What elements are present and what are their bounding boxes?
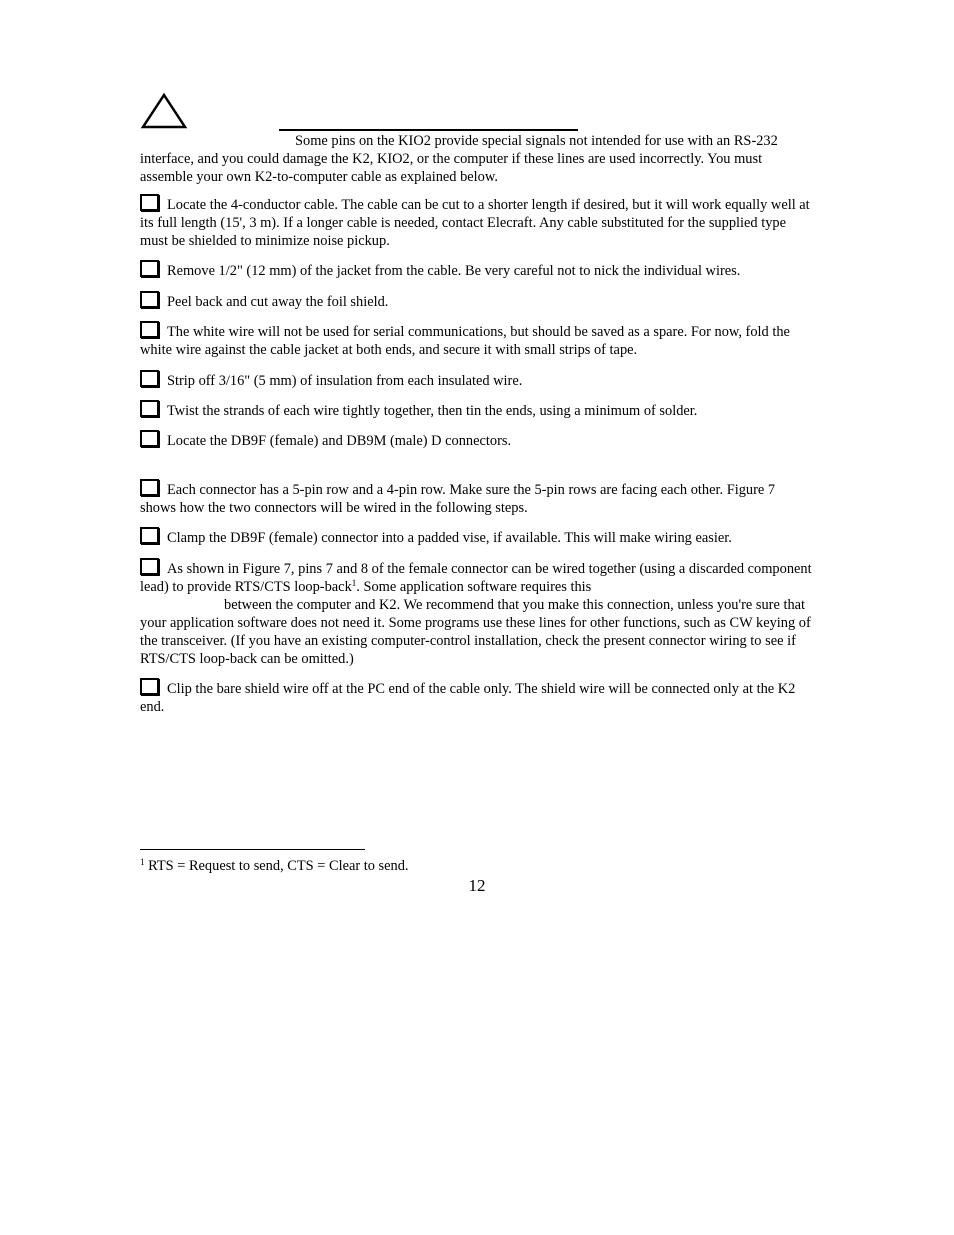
- intro-paragraph: Some pins on the KIO2 provide special signals not intended for use with an RS-232 interface, and you could damage the K2, KIO2, or the computer if these lines are used incorrectly. You must assemble your own K2-to-computer cable as explained below.: [140, 133, 778, 185]
- step-text: Locate the DB9F (female) and DB9M (male) D connectors.: [167, 433, 512, 449]
- step-text: Clip the bare shield wire off at the PC end of the cable only. The shield wire will be connected only at the K2 end.: [140, 681, 796, 715]
- step-text: As shown in Figure 7, pins 7 and 8 of the female connector can be wired together (using a discarded component lead) to provide RTS/CTS loop-back: [140, 561, 812, 595]
- checkbox[interactable]: [140, 194, 159, 211]
- footnote-marker: 1: [140, 857, 145, 867]
- step-locate-cable: [140, 194, 812, 250]
- footnote-ref: 1: [351, 578, 357, 588]
- footnote-text: RTS = Request to send, CTS = Clear to send.: [148, 858, 409, 874]
- step-text: Peel back and cut away the foil shield.: [167, 294, 389, 310]
- step-text: Locate the 4-conductor cable. The cable can be cut to a shorter length if desired, but it will work equally well at its full length (15', 3 m). If a longer cable is needed, contact Elecraft. Any cable substituted for the supplied type must be shielded to minimize noise pickup.: [140, 197, 810, 249]
- step-text: Twist the strands of each wire tightly together, then tin the ends, using a minimum of solder.: [167, 403, 698, 419]
- step-text: Each connector has a 5-pin row and a 4-pin row. Make sure the 5-pin rows are facing each other. Figure 7 shows how the two connectors will be wired in the following steps.: [140, 482, 776, 516]
- checkbox[interactable]: [140, 678, 159, 695]
- step-pin-rows: [140, 479, 812, 517]
- step-text: Remove 1/2" (12 mm) of the jacket from the cable. Be very careful not to nick the individual wires.: [167, 263, 741, 279]
- step-clamp-connector: [140, 527, 812, 547]
- heading-underline: [279, 129, 578, 131]
- step-foil-shield: [140, 291, 812, 311]
- checkbox[interactable]: [140, 430, 159, 447]
- checkbox[interactable]: [140, 558, 159, 575]
- warning-triangle-icon: [140, 92, 188, 130]
- footnote: [140, 857, 812, 875]
- step-white-wire: [140, 321, 812, 359]
- checkbox[interactable]: [140, 321, 159, 338]
- step-remove-jacket: [140, 260, 812, 280]
- step-locate-connectors: [140, 430, 812, 450]
- step-strip-insulation: [140, 370, 812, 390]
- checkbox[interactable]: [140, 527, 159, 544]
- step-text: Clamp the DB9F (female) connector into a padded vise, if available. This will make wiring easier.: [167, 530, 732, 546]
- footnote-separator: [140, 849, 365, 850]
- step-loopback: [140, 558, 812, 668]
- step-text: . Some application software requires this: [356, 579, 592, 595]
- checkbox[interactable]: [140, 260, 159, 277]
- checkbox[interactable]: [140, 291, 159, 308]
- step-twist-strands: [140, 400, 812, 420]
- checkbox[interactable]: [140, 479, 159, 496]
- step-text: Strip off 3/16" (5 mm) of insulation from each insulated wire.: [167, 373, 523, 389]
- step-text: between the computer and K2. We recommend that you make this connection, unless you're sure that your application software does not need it. Some programs use these lines for other functions, such as CW keying of the transceiver. (If you have an existing computer-control installation, check the present connector wiring to see if RTS/CTS loop-back can be omitted.): [140, 597, 811, 667]
- checkbox[interactable]: [140, 400, 159, 417]
- step-text: The white wire will not be used for serial communications, but should be saved as a spare. For now, fold the white wire against the cable jacket at both ends, and secure it with small strips of tape.: [140, 324, 790, 358]
- checkbox[interactable]: [140, 370, 159, 387]
- step-clip-shield: [140, 678, 812, 716]
- page-number: 12: [468, 876, 486, 895]
